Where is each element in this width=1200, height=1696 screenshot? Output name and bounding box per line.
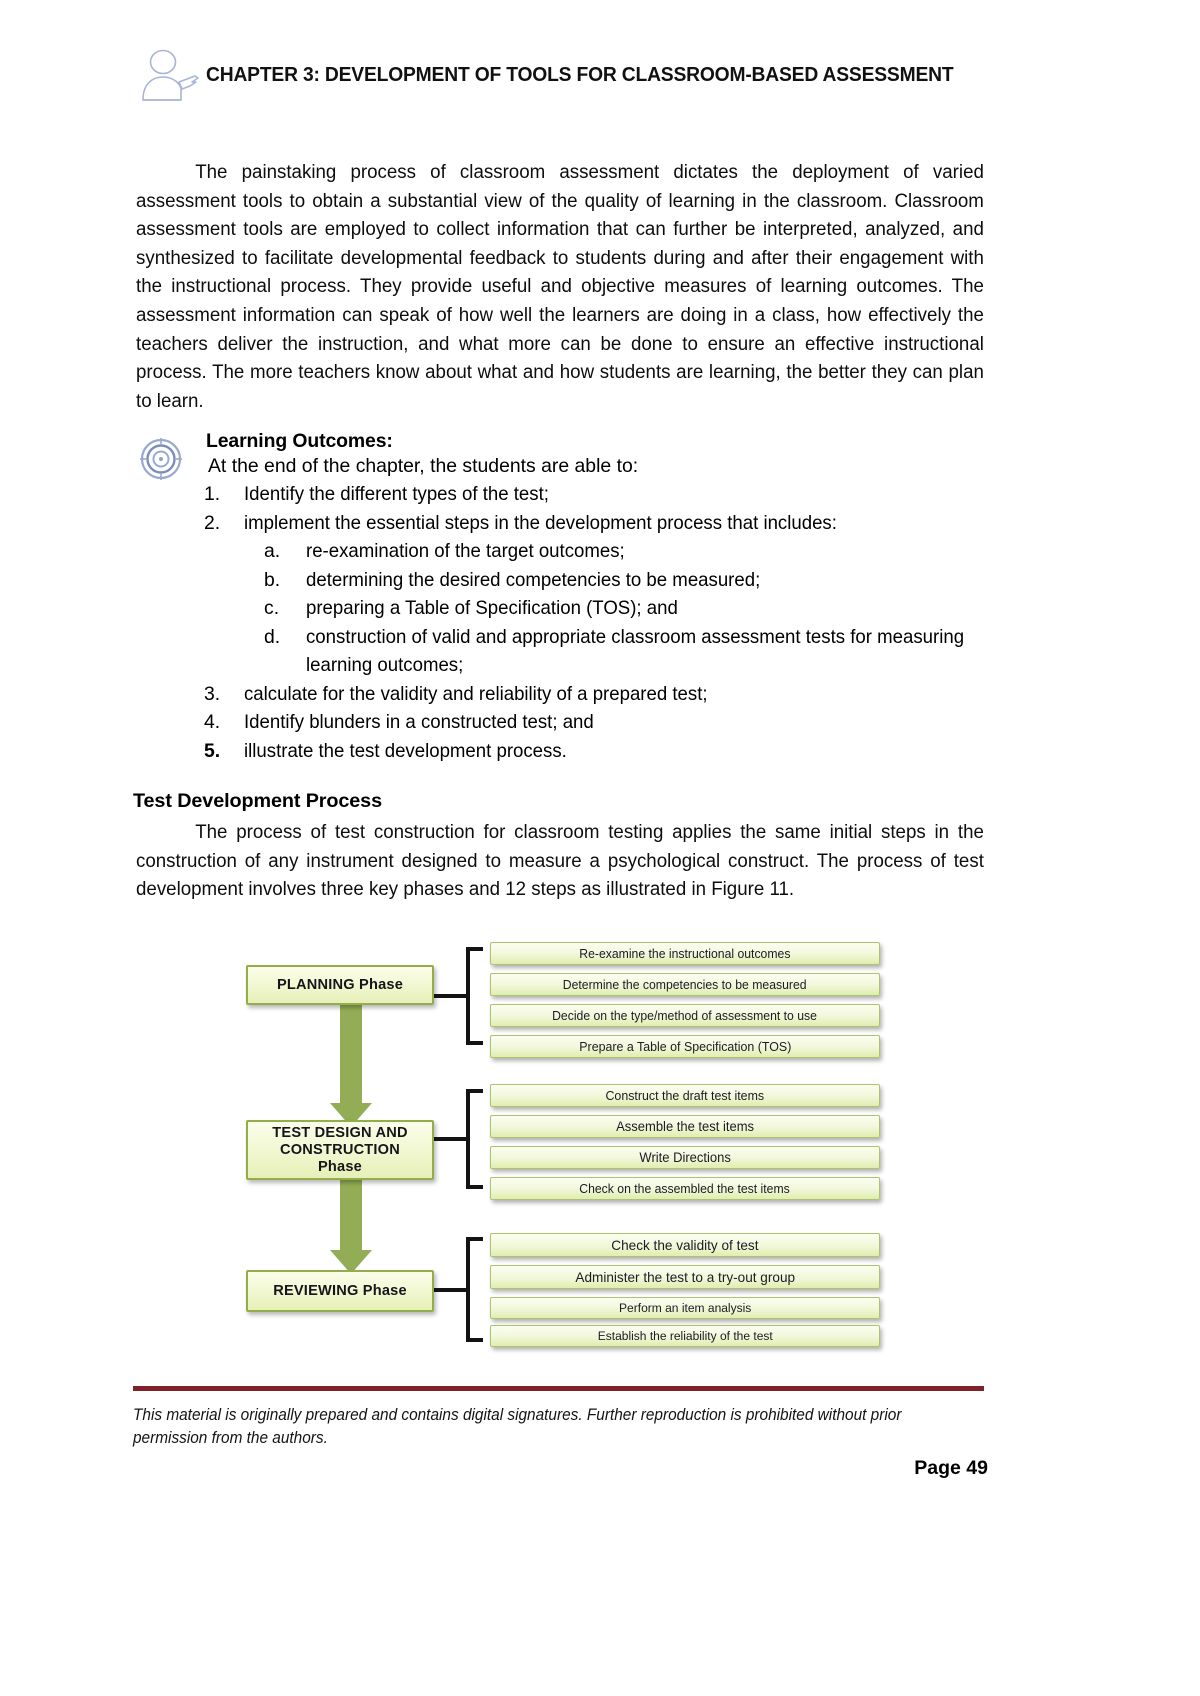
- bracket-reviewing: [466, 1237, 483, 1342]
- footer-note-line-1: This material is originally prepared and contains digital signatures. Further reproduction is prohibited without prior: [133, 1406, 902, 1424]
- step-box-design-1[interactable]: [490, 1084, 880, 1107]
- list-item-number: 4.: [204, 711, 221, 733]
- step-box-planning-4[interactable]: [490, 1035, 880, 1058]
- list-item: [244, 623, 1006, 680]
- list-item-label: re-examination of the target outcomes;: [306, 540, 625, 562]
- intro-paragraph-text: The painstaking process of classroom assessment dictates the deployment of varied assessment tools to obtain a substantial view of the quality of learning in the classroom. Classroom assessment tools are employed to collect information that can further be interpreted, analyzed, and synthesized to facilitate developmental feedback to students during and after their engagement with the instructional process. They provide useful and objective measures of learning outcomes. The assessment information can speak of how well the learners are doing in a class, how effectively the teachers deliver the instruction, and what more can be done to ensure an effective instructional process. The more teachers know about what and how students are learning, the better they can plan to learn.: [136, 161, 984, 412]
- phase-label: PLANNING Phase: [276, 976, 404, 993]
- test-development-paragraph: [136, 818, 984, 904]
- step-box-planning-3[interactable]: [490, 1004, 880, 1027]
- step-label: Establish the reliability of the test: [597, 1329, 773, 1343]
- section-heading: Test Development Process: [133, 790, 382, 812]
- step-label: Check on the assembled the test items: [579, 1181, 791, 1196]
- bracket-stem-reviewing: [434, 1288, 468, 1292]
- bracket-test-design: [466, 1089, 483, 1189]
- presenter-person-icon: [140, 46, 202, 104]
- learning-outcomes-sublist: [244, 537, 1006, 680]
- list-item: [244, 537, 1006, 566]
- list-item-label: preparing a Table of Specification (TOS); and: [306, 597, 678, 619]
- phase-label-line-3: Phase: [318, 1158, 362, 1175]
- learning-outcomes-block: [136, 430, 1006, 765]
- step-label: Construct the draft test items: [605, 1087, 765, 1103]
- learning-outcomes-list: [136, 480, 1006, 765]
- phase-label: REVIEWING Phase: [273, 1282, 407, 1299]
- list-item-number: d.: [264, 625, 281, 648]
- footer-note-line-2: permission from the authors.: [133, 1429, 328, 1447]
- list-item-number: 1.: [204, 483, 221, 505]
- intro-block: [136, 158, 984, 415]
- list-item-number: 2.: [204, 511, 221, 534]
- phase-box-reviewing[interactable]: [246, 1270, 434, 1312]
- list-item: [244, 566, 1006, 595]
- step-box-reviewing-1[interactable]: [490, 1233, 880, 1257]
- step-box-reviewing-2[interactable]: [490, 1265, 880, 1289]
- list-item-number: a.: [264, 540, 281, 562]
- list-item-label: implement the essential steps in the development process that includes:: [244, 511, 837, 534]
- learning-outcomes-title: Learning Outcomes:: [206, 430, 393, 452]
- list-item-number: 3.: [204, 682, 221, 705]
- step-label: Decide on the type/method of assessment to use: [552, 1008, 818, 1023]
- footer-divider: [133, 1386, 984, 1391]
- list-item-label: illustrate the test development process.: [244, 739, 567, 762]
- intro-paragraph: [136, 158, 984, 415]
- page-number: Page 49: [914, 1457, 988, 1479]
- test-development-flowchart: [228, 925, 908, 1355]
- step-box-planning-1[interactable]: [490, 942, 880, 965]
- step-label: Assemble the test items: [616, 1118, 754, 1134]
- list-item-label: Identify the different types of the test;: [244, 483, 549, 505]
- step-box-design-4[interactable]: [490, 1177, 880, 1200]
- step-box-reviewing-4[interactable]: [490, 1325, 880, 1347]
- phase-box-test-design-and-construction[interactable]: [246, 1120, 434, 1180]
- step-label: Determine the competencies to be measured: [563, 977, 807, 992]
- page-header: [140, 44, 1050, 106]
- bracket-stem-test-design: [434, 1137, 468, 1141]
- step-label: Administer the test to a try-out group: [575, 1269, 795, 1285]
- target-bullseye-icon: [140, 438, 182, 480]
- step-label: Write Directions: [639, 1149, 731, 1165]
- learning-outcomes-subtitle: At the end of the chapter, the students are able to:: [208, 455, 639, 477]
- step-box-reviewing-3[interactable]: [490, 1297, 880, 1319]
- phase-label-line-1: TEST DESIGN AND: [272, 1124, 408, 1141]
- step-box-design-2[interactable]: [490, 1115, 880, 1138]
- step-label: Prepare a Table of Specification (TOS): [578, 1038, 792, 1054]
- phase-label-line-2: CONSTRUCTION: [280, 1141, 400, 1158]
- list-item: [136, 708, 1006, 737]
- test-development-block: [136, 818, 984, 904]
- list-item: [136, 480, 1006, 509]
- chapter-title: CHAPTER 3: DEVELOPMENT OF TOOLS FOR CLASSROOM-BASED ASSESSMENT: [206, 63, 954, 86]
- flow-arrow-shaft-design-to-reviewing: [340, 1170, 362, 1252]
- list-item-label: calculate for the validity and reliability of a prepared test;: [244, 682, 708, 705]
- list-item-label: construction of valid and appropriate classroom assessment tests for measuring learning outcomes;: [306, 625, 965, 676]
- test-development-paragraph-text: The process of test construction for classroom testing applies the same initial steps in the construction of any instrument designed to measure a psychological construct. The process of test development involves three key phases and 12 steps as illustrated in Figure 11.: [136, 821, 984, 901]
- list-item: [136, 509, 1006, 680]
- step-box-planning-2[interactable]: [490, 973, 880, 996]
- list-item-label: determining the desired competencies to be measured;: [306, 568, 761, 591]
- step-label: Perform an item analysis: [618, 1301, 752, 1315]
- bracket-stem-planning: [434, 994, 468, 998]
- list-item: [244, 594, 1006, 623]
- phase-box-planning[interactable]: [246, 965, 434, 1005]
- bracket-planning: [466, 947, 483, 1045]
- step-label: Check the validity of test: [611, 1237, 759, 1253]
- footer-note: [133, 1404, 993, 1450]
- flow-arrow-shaft-planning-to-design: [340, 1003, 362, 1105]
- list-item-number: b.: [264, 568, 281, 591]
- step-label: Re-examine the instructional outcomes: [579, 946, 791, 961]
- list-item: [136, 737, 1006, 766]
- list-item-label: Identify blunders in a constructed test; and: [244, 711, 594, 733]
- step-box-design-3[interactable]: [490, 1146, 880, 1169]
- list-item: [136, 680, 1006, 709]
- list-item-number: c.: [264, 597, 280, 619]
- list-item-number: 5.: [204, 739, 221, 762]
